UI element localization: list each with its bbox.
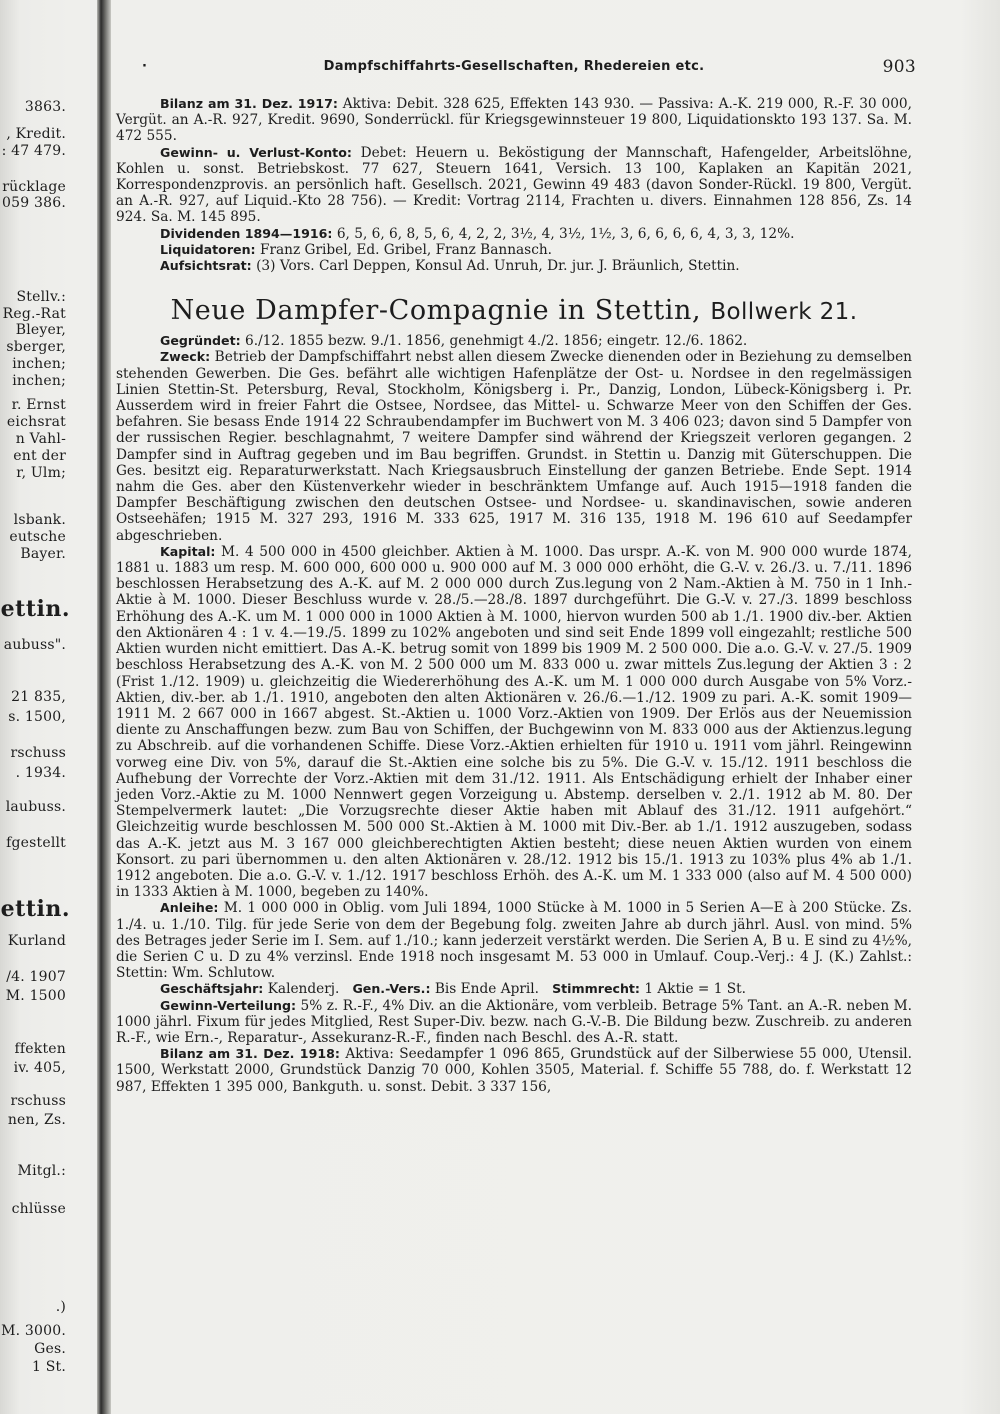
field-text: Aktiva: Seedampfer 1 096 865, Grundstück auf der Silberwiese 55 000, Utensil. 1500, Werkstatt 2000, Grundstück Danzig 70 000, Kohlen 3505, Material. f. Schiffe 55 788, do. f. Werkstatt 12 987, Effekten 1 395 000, Bankguth. u. sonst. Debit. 3 337 156, <box>116 1046 912 1095</box>
purpose <box>116 349 912 543</box>
fragment-heading: ettin. <box>0 896 70 922</box>
field-text: M. 1 000 000 in Oblig. vom Juli 1894, 1000 Stücke à M. 1000 in 5 Serien A—E à 200 Stücke. Zs. 1./4. u. 1./10. Tilg. für jede Serie von dem der Begebung folg. zweiten Jahre ab durch jährl. Ausl. von mind. 5% des Betrages jeder Serie im I. Sem. auf 1./10.; kann jederzeit verstärkt werden. Die Serien A, B u. E sind zu 4½%, die Serien C u. D zu 4% verzinsl. Ende 1918 noch insgesamt M. 53 000 in Umlauf. Coup.-Verj.: 4 J. (K.) Zahlst.: Stettin: Wm. Schlutow. <box>116 900 912 982</box>
fragment-line: sberger, <box>6 339 66 355</box>
fragment-heading: ettin. <box>0 596 70 622</box>
adjacent-page-fragment <box>0 0 96 1414</box>
fragment-line: aubuss". <box>3 637 66 653</box>
running-header <box>116 52 916 82</box>
field-label: Gegründet: <box>160 333 241 349</box>
profit-distribution <box>116 998 912 1047</box>
fragment-line: /4. 1907 <box>6 969 66 985</box>
fragment-line: n Vahl- <box>15 431 66 447</box>
field-label: Kapital: <box>160 543 216 559</box>
fragment-line: r. Ernst <box>11 397 66 413</box>
founded <box>116 333 912 349</box>
fragment-line: 059 386. <box>2 195 66 211</box>
fragment-line: .) <box>55 1299 66 1315</box>
supervisory-board <box>116 258 912 274</box>
field-label: Stimmrecht: <box>552 981 640 997</box>
balance-sheet-1918 <box>116 1046 912 1095</box>
fragment-line: 1 St. <box>31 1359 66 1375</box>
field-label: Bilanz am 31. Dez. 1917: <box>160 96 338 111</box>
fragment-line: , Kredit. <box>6 126 66 142</box>
field-label: Aufsichtsrat: <box>160 258 252 274</box>
company-heading <box>116 296 912 327</box>
header-marker: · <box>142 59 148 74</box>
fragment-line: inchen; <box>12 373 66 389</box>
fragment-line: M. 1500 <box>5 988 66 1004</box>
dividends <box>116 226 912 242</box>
fragment-line: rschuss <box>10 1093 66 1109</box>
fiscal-year-meeting-votes <box>116 981 912 997</box>
field-text: Debet: Heuern u. Beköstigung der Mannschaft, Hafengelder, Arbeitslöhne, Kohlen u. sonst. Betriebskost. 77 627, Steuern 1641, Versich. 13 100, Kaplaken an Kapitän 2021, Korrespondenzprovis. an persönlich haft. Gesellsch. 2021, Gewinn 49 483 (davon Sonder-Rückl. 19 800, Vergüt. an A.-R. 927, auf Liquid.-Kto 28 756). — Kredit: Vortrag 2114, Frachten u. divers. Einnahmen 128 856, Zs. 14 924. Sa. M. 145 895. <box>116 144 912 226</box>
fragment-line: Reg.-Rat <box>2 306 66 322</box>
fragment-line: nen, Zs. <box>7 1112 66 1128</box>
fragment-line: Ges. <box>34 1341 66 1357</box>
capital <box>116 544 912 900</box>
field-text: 6, 5, 6, 6, 8, 5, 6, 4, 2, 2, 3½, 4, 3½, 1½, 3, 6, 6, 6, 6, 4, 3, 3, 12%. <box>336 225 795 242</box>
header-title: Dampfschiffahrts-Gesellschaften, Rhedereien etc. <box>323 59 705 74</box>
field-text: Franz Gribel, Ed. Gribel, Franz Bannasch. <box>259 241 553 258</box>
field-label: Gewinn- u. Verlust-Konto: <box>160 144 352 160</box>
fragment-line: ffekten <box>14 1041 66 1057</box>
field-text: Bis Ende April. <box>434 981 540 998</box>
fragment-line: lsbank. <box>13 512 66 528</box>
fragment-line: iv. 405, <box>13 1060 66 1076</box>
fragment-line: M. 3000. <box>1 1323 66 1339</box>
fragment-line: s. 1500, <box>8 709 66 725</box>
field-text: Kalenderj. <box>267 981 340 998</box>
page-number: 903 <box>882 57 916 77</box>
company-name: Neue Dampfer-Compagnie in Stettin, <box>170 295 702 327</box>
field-label: Gewinn-Verteilung: <box>160 997 297 1013</box>
fragment-line: laubuss. <box>5 799 66 815</box>
field-label: Geschäftsjahr: <box>160 981 264 997</box>
fragment-line: fgestellt <box>6 835 66 851</box>
fragment-line: r, Ulm; <box>16 465 66 481</box>
fragment-line: Kurland <box>7 933 66 949</box>
company-entry <box>116 333 912 1095</box>
field-text: Aktiva: Debit. 328 625, Effekten 143 930. — Passiva: A.-K. 219 000, R.-F. 30 000, Vergüt. an A.-R. 927, Kredit. 9690, Sonderrückl. für Kriegsgewinnsteuer 19 800, Liquidationskto 193 137. Sa. M. 472 555. <box>116 96 912 145</box>
bond-loan <box>116 900 912 981</box>
fragment-line: Bayer. <box>20 546 66 562</box>
page-content <box>116 52 916 1392</box>
field-text: M. 4 500 000 in 4500 gleichber. Aktien à M. 1000. Das urspr. A.-K. von M. 900 000 wurde 1874, 1881 u. 1883 um resp. M. 600 000, 600 000 u. 900 000 auf M. 3 000 000 erhöht, die G.-V. v. 26./3. u. 7./11. 1896 beschlossen Herabsetzung des A.-K. auf M. 2 000 000 durch Zus.legung von 2 Nam.-Aktien à M. 750 in 1 Inh.-Aktie à M. 1000. Dieser Beschluss wurde v. 28./5.—28./8. 1897 durchgeführt. Die G.-V. v. 27./3. 1899 beschloss Erhöhung des A.-K. um M. 1 000 000 in 1000 Aktien à M. 1000, hiervon wurden 500 ab 1./1. 1900 div.-ber. Aktien den Aktionären 4 : 1 v. 4.—19./5. 1899 zu 102% angeboten und sind seit Ende 1899 voll eingezahlt; restliche 500 Aktien wurden nicht emittiert. Das A.-K. betrug somit von 1899 bis 1909 M. 2 500 000. Die a.o. G.-V. v. 27./5. 1909 beschloss Herabsetzung des A.-K. von M. 2 500 000 um M. 833 000 u. zwar mittels Zus.legung der Aktien 3 : 2 (Frist 1./12. 1909) u. gleichzeitig die Wiedererhöhung des A.-K. um M. 1 000 000 durch Ausgabe von 5% Vorz.-Aktien, div.-ber. ab 1./1. 1910, angeboten den alten Aktionären v. 26./6.—1./12. 1909 zu pari. A.-K. somit 1909—1911 M. 2 667 000 in 1667 abgest. St.-Aktien u. 1000 Vorz.-Aktien von 1909. Der Erlös aus der Neuemission diente zu Anschaffungen bezw. zum Bau von Schiffen, der Buchgewinn von M. 833 000 aus der Aktienzus.legung zu Abschreib. auf die vorhandenen Schiffe. Diese Vorz.-Aktien erhielten für 1910 u. 1911 vom jährl. Reingewinn vorweg eine Div. von 5%, darauf die St.-Aktien eine solche bis zu 5%. Die G.-V. v. 15./12. 1911 beschloss die Aufhebung der Vorrechte der Vorz.-Aktien mit dem 31./12. 1911. Als Entschädigung erhielt der Inhaber einer jeden Vorz.-Aktie zu M. 1000 Nennwert gegen Vorzeigung u. Abstemp. derselben v. 2./1. 1912 ab M. 80. Der Stempelvermerk lautet: „Die Vorzugsrechte dieser Aktie haben mit Ablauf des 31./12. 1911 aufgehört.“ Gleichzeitig wurde beschlossen M. 500 000 St.-Aktien à M. 1000 mit Div.-Ber. ab 1./1. 1912 auszugeben, sodass das A.-K. jetzt aus M. 3 167 000 gleichberechtigten Aktien besteht; diese neuen Aktien wurden von einem Konsort. zu pari übernommen u. den alten Aktionären v. 28./12. 1912 bis 15./1. 1913 zu 103% plus 4% ab 1./1. 1912 angeboten. Die a.o. G.-V. v. 1./12. 1917 beschloss Erhöh. des A.-K. um M. 1 333 000 (also auf M. 4 500 000) in 1333 Aktien à M. 1000, begeben zu 140%. <box>116 543 912 901</box>
field-label: Gen.-Vers.: <box>352 981 431 997</box>
field-text: Betrieb der Dampfschiffahrt nebst allen diesem Zwecke dienenden oder in Beziehung zu demselben stehenden Gewerben. Die Ges. befährt alle wichtigen Hafenplätze der Ost- u. Nordsee in den regelmässigen Linien Stettin-St. Petersburg, Reval, Stockholm, Königsberg i. Pr., Danzig, London, Lübeck-Königsberg i. Pr. Ausserdem wird in freier Fahrt die Ostsee, Nordsee, das Mittel- u. Schwarze Meer von den Schiffen der Ges. befahren. Sie besass Ende 1914 22 Schraubendampfer im Buchwert von M. 3 406 023; davon sind 5 Dampfer von der russischen Regier. beschlagnahmt, 7 weitere Dampfer sind während der Kriegszeit verloren gegangen. 2 Dampfer sind in Auftrag gegeben und im Bau begriffen. Grundst. in Stettin u. Danzig mit Güterschuppen. Die Ges. besitzt eig. Reparaturwerkstatt. Nach Kriegsausbruch Einstellung der ganzen Betriebe. Ende Sept. 1914 nahm die Ges. aber den Küstenverkehr wieder in beschränktem Umfange auf. Auch 1915—1918 fanden die Dampfer Beschäftigung zwischen den deutschen Ostsee- und Nordsee- u. skandinavischen, sowie anderen Ostseehäfen; 1915 M. 327 293, 1916 M. 333 625, 1917 M. 316 135, 1918 M. 196 610 auf Seedampfer abgeschrieben. <box>116 349 912 544</box>
liquidators <box>116 242 912 258</box>
balance-sheet-1917 <box>116 96 912 145</box>
fragment-line: eutsche <box>9 529 66 545</box>
fragment-line: inchen; <box>12 356 66 372</box>
fragment-line: 21 835, <box>11 689 66 705</box>
fragment-line: . 1934. <box>15 765 66 781</box>
field-text: (3) Vors. Carl Deppen, Konsul Ad. Unruh, Dr. jur. J. Bräunlich, Stettin. <box>256 258 740 275</box>
company-address: Bollwerk 21. <box>710 299 858 326</box>
fragment-line: rschuss <box>10 745 66 761</box>
field-label: Anleihe: <box>160 900 219 916</box>
fragment-line: Bleyer, <box>15 322 66 338</box>
field-label: Bilanz am 31. Dez. 1918: <box>160 1046 340 1062</box>
field-label: Zweck: <box>160 349 211 365</box>
field-text: 5% z. R.-F., 4% Div. an die Aktionäre, vom verbleib. Betrage 5% Tant. an A.-R. neben M. 1000 jährl. Fixum für jedes Mitglied, Rest Super-Div. bezw. nach G.-V.-B. Die Bildung bezw. Zuschreib. zu anderen R.-F., wie Ern.-, Reparatur-, Assekuranz-R.-F., finden nach Beschl. des A.-R. statt. <box>116 997 912 1046</box>
fragment-line: Stellv.: <box>16 289 66 305</box>
previous-company-entry <box>116 96 912 274</box>
fragment-line: rücklage <box>2 179 66 195</box>
field-text: 1 Aktie = 1 St. <box>644 981 747 998</box>
field-label: Dividenden 1894—1916: <box>160 225 333 241</box>
fragment-line: : 47 479. <box>1 143 66 159</box>
fragment-line: Mitgl.: <box>17 1163 66 1179</box>
fragment-line: eichsrat <box>6 414 66 430</box>
fragment-line: chlüsse <box>11 1201 66 1217</box>
field-text: 6./12. 1855 bezw. 9./1. 1856, genehmigt 4./2. 1856; eingetr. 12./6. 1862. <box>245 333 748 350</box>
fragment-line: ent der <box>13 448 66 464</box>
field-label: Liquidatoren: <box>160 241 256 257</box>
profit-loss-account <box>116 145 912 226</box>
fragment-line: 3863. <box>24 99 66 115</box>
page-gutter <box>97 0 111 1414</box>
